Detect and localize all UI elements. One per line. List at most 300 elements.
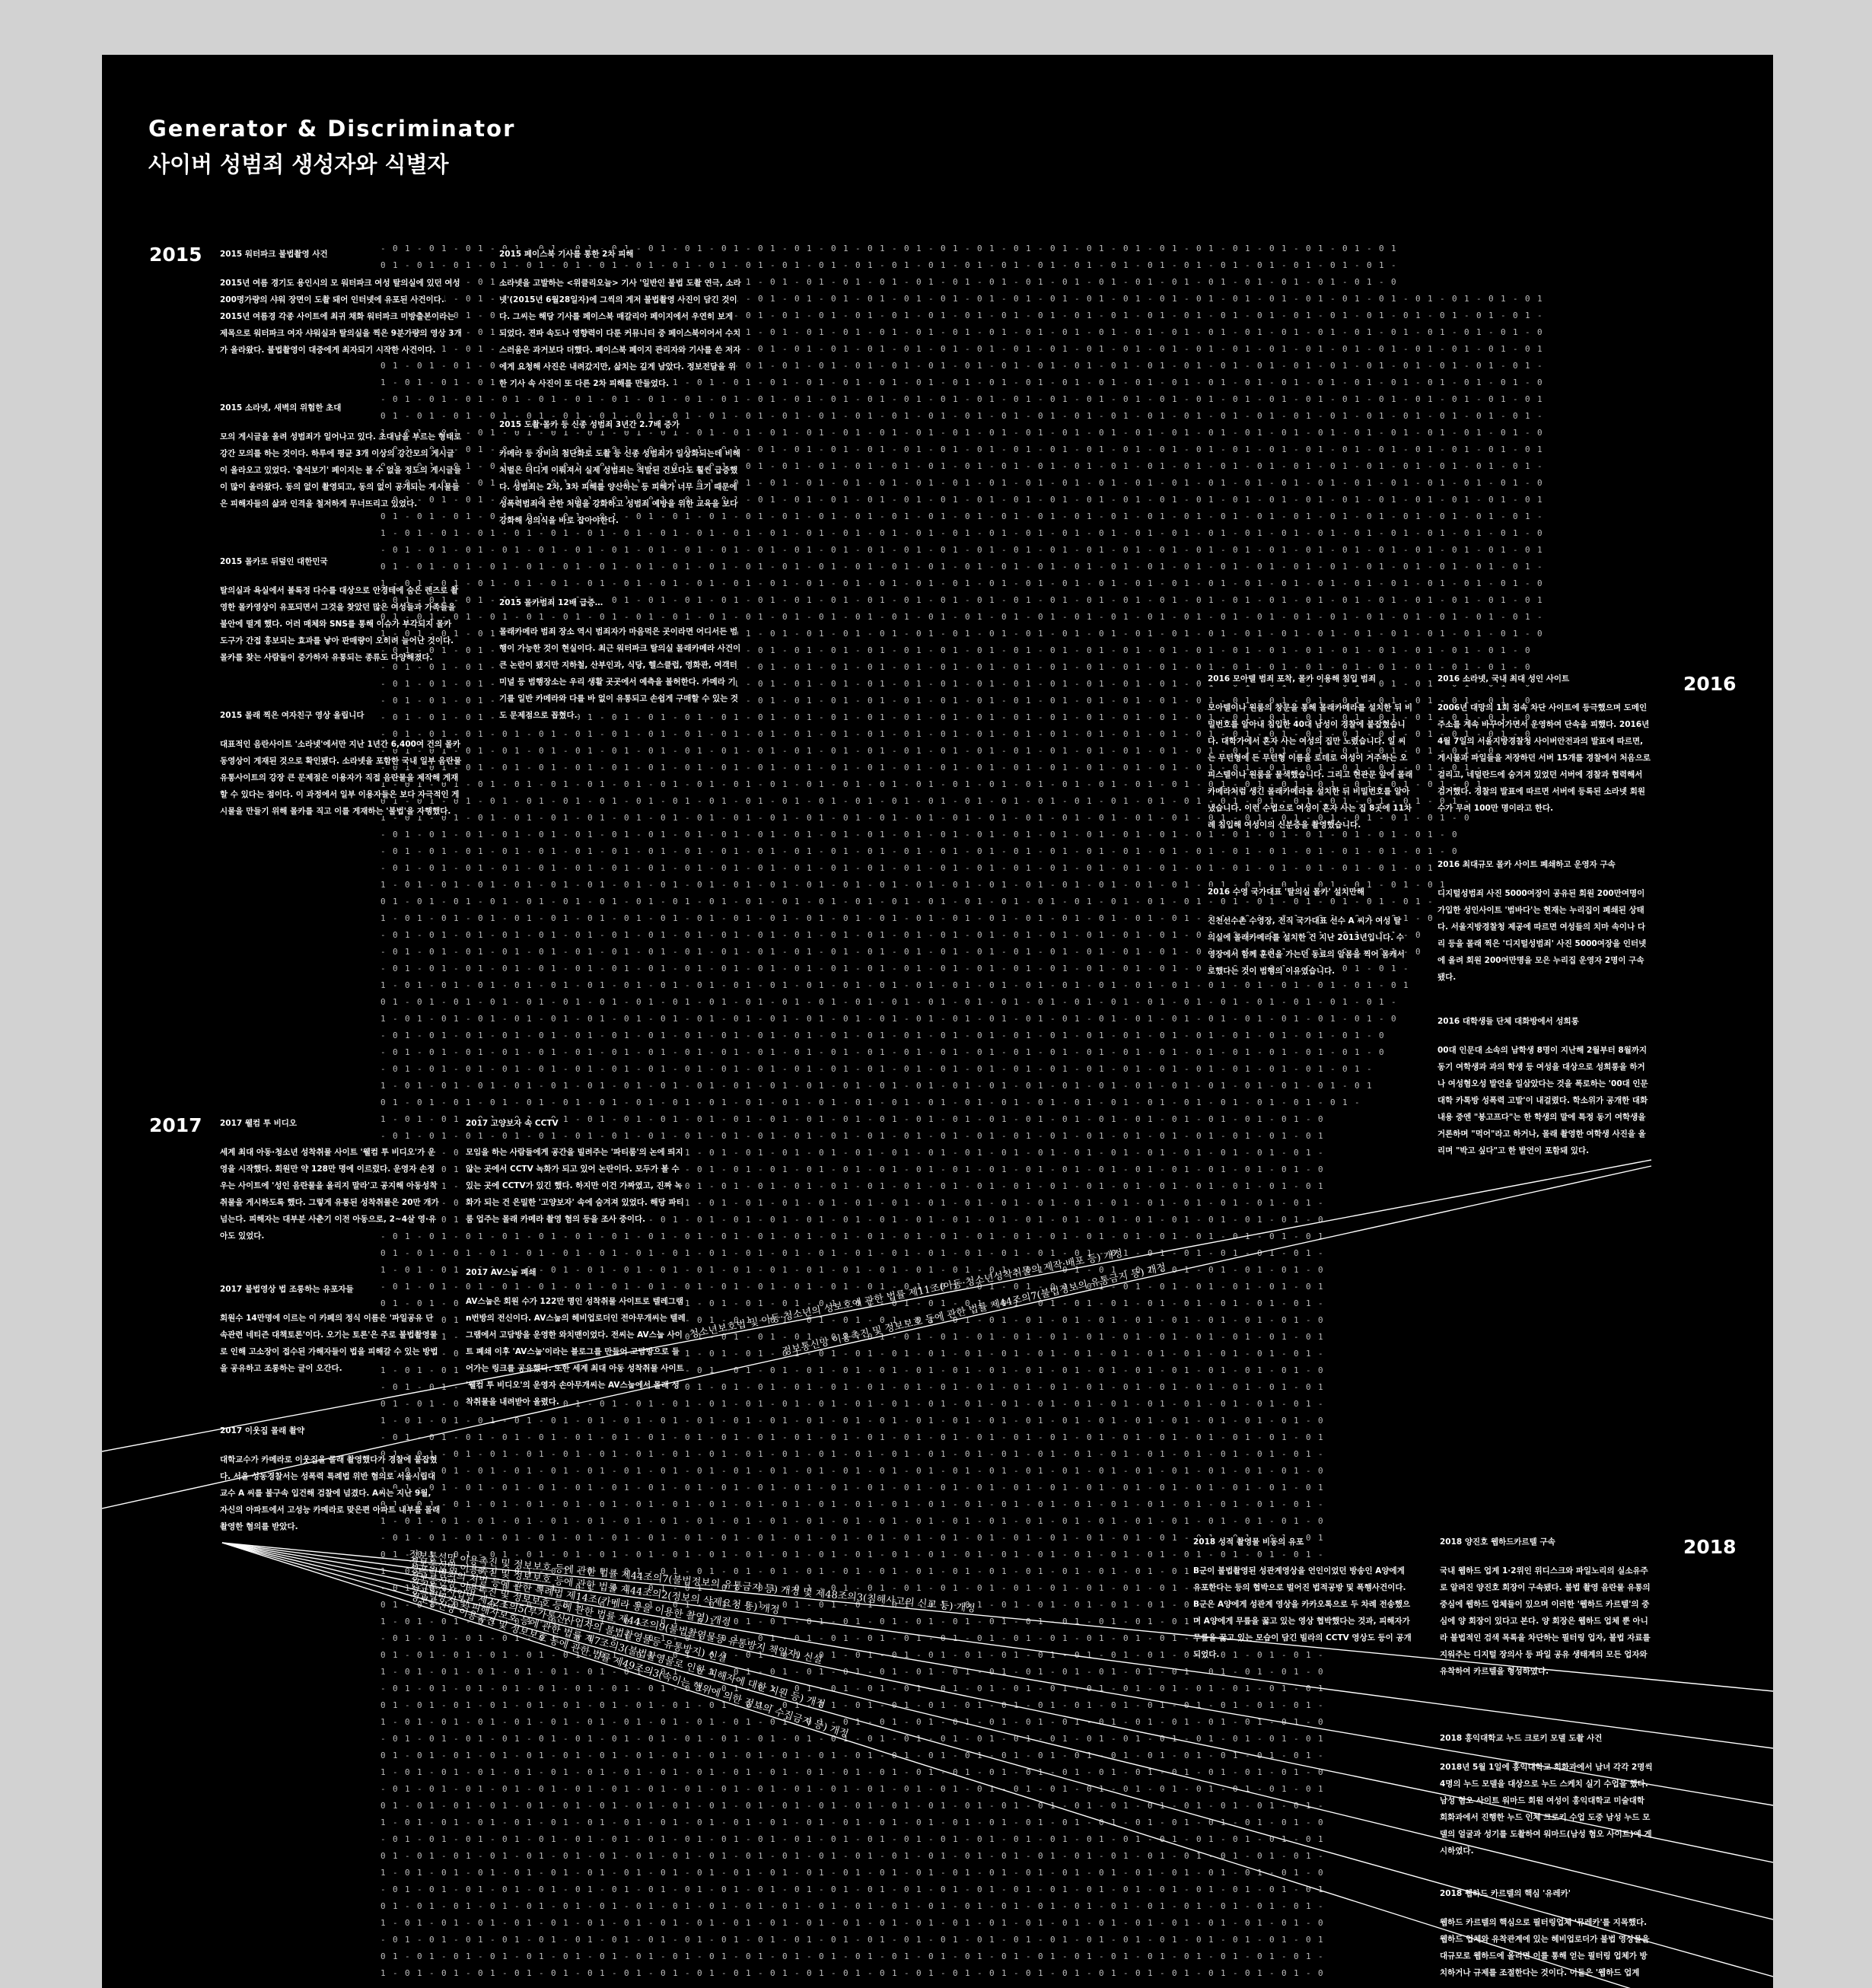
pattern-glyph: 0 <box>539 964 544 973</box>
pattern-glyph: 0 <box>1452 763 1457 773</box>
pattern-glyph: - <box>441 897 447 906</box>
pattern-glyph: 0 <box>1294 562 1299 572</box>
pattern-glyph: - <box>782 294 788 304</box>
pattern-glyph: 0 <box>1172 980 1177 990</box>
pattern-glyph: 0 <box>417 1098 422 1107</box>
pattern-glyph: 0 <box>417 562 422 572</box>
pattern-glyph: 0 <box>794 344 800 354</box>
pattern-glyph: - <box>1415 528 1421 538</box>
pattern-glyph: - <box>977 1014 982 1024</box>
pattern-glyph: 1 <box>514 930 520 940</box>
pattern-glyph: - <box>1221 294 1226 304</box>
pattern-glyph: 1 <box>941 796 946 806</box>
pattern-glyph: 0 <box>941 846 946 856</box>
pattern-glyph: 0 <box>1050 1031 1055 1040</box>
pattern-glyph: 0 <box>1525 394 1530 404</box>
pattern-glyph: 1 <box>1026 763 1031 773</box>
pattern-glyph: - <box>1428 562 1433 572</box>
pattern-glyph: 1 <box>1281 1047 1287 1057</box>
pattern-glyph: 0 <box>965 260 970 270</box>
pattern-glyph: 0 <box>831 830 836 839</box>
pattern-glyph: 0 <box>989 378 995 387</box>
pattern-glyph: 0 <box>758 344 763 354</box>
pattern-glyph: 0 <box>868 662 873 672</box>
pattern-glyph: 1 <box>916 712 922 722</box>
pattern-glyph: - <box>1172 361 1177 371</box>
pattern-glyph: 0 <box>1014 729 1019 739</box>
pattern-glyph: 0 <box>624 1014 629 1024</box>
pattern-glyph: - <box>1099 461 1104 471</box>
pattern-glyph: 0 <box>624 779 629 789</box>
pattern-glyph: - <box>1440 696 1445 706</box>
pattern-glyph: 0 <box>782 361 788 371</box>
pattern-glyph: 1 <box>466 411 471 421</box>
pattern-glyph: 1 <box>1306 260 1311 270</box>
pattern-glyph: 1 <box>1221 1114 1226 1124</box>
pattern-glyph: 1 <box>1208 763 1214 773</box>
pattern-glyph: 1 <box>807 444 812 454</box>
pattern-glyph: 1 <box>1026 964 1031 973</box>
pattern-glyph: 1 <box>636 980 642 990</box>
pattern-glyph: 0 <box>1026 277 1031 287</box>
pattern-glyph: 0 <box>1281 813 1287 823</box>
pattern-glyph: 0 <box>575 729 581 739</box>
pattern-glyph: 0 <box>1038 562 1043 572</box>
pattern-glyph: - <box>1074 545 1080 555</box>
pattern-glyph: - <box>1367 746 1372 756</box>
pattern-glyph: - <box>1452 528 1457 538</box>
pattern-glyph: - <box>1428 361 1433 371</box>
pattern-glyph: - <box>1440 495 1445 505</box>
pattern-glyph: 0 <box>880 813 885 823</box>
pattern-glyph: - <box>551 562 556 572</box>
pattern-glyph: 1 <box>697 1064 702 1074</box>
pattern-glyph: 0 <box>1014 1131 1019 1141</box>
pattern-glyph: 0 <box>831 1064 836 1074</box>
pattern-glyph: 1 <box>746 779 751 789</box>
pattern-glyph: 0 <box>1026 779 1031 789</box>
pattern-glyph: - <box>661 511 666 521</box>
pattern-glyph: - <box>551 260 556 270</box>
pattern-glyph: 1 <box>1245 1064 1250 1074</box>
pattern-glyph: - <box>770 361 775 371</box>
pattern-glyph: - <box>1062 411 1068 421</box>
pattern-glyph: 1 <box>1111 913 1116 923</box>
pattern-glyph: 0 <box>1172 913 1177 923</box>
pattern-glyph: 1 <box>563 779 568 789</box>
pattern-glyph: 1 <box>855 1081 861 1091</box>
pattern-glyph: 0 <box>478 629 483 639</box>
pattern-glyph: 1 <box>1355 830 1360 839</box>
pattern-glyph: 0 <box>454 997 459 1007</box>
pattern-glyph: 0 <box>1537 428 1542 438</box>
pattern-glyph: - <box>1367 729 1372 739</box>
pattern-glyph: 1 <box>1501 645 1506 655</box>
pattern-glyph: - <box>1257 729 1262 739</box>
pattern-glyph: 1 <box>1245 394 1250 404</box>
pattern-glyph: 0 <box>953 578 958 588</box>
pattern-glyph: - <box>782 930 788 940</box>
pattern-glyph: 1 <box>636 1114 642 1124</box>
pattern-glyph: 1 <box>941 1148 946 1158</box>
pattern-glyph: - <box>587 796 593 806</box>
pattern-glyph: 1 <box>697 712 702 722</box>
pattern-glyph: - <box>1160 1081 1165 1091</box>
pattern-glyph: 0 <box>953 913 958 923</box>
pattern-glyph: 1 <box>916 662 922 672</box>
pattern-glyph: 0 <box>904 495 909 505</box>
pattern-glyph: - <box>1221 645 1226 655</box>
pattern-glyph: - <box>1014 327 1019 337</box>
pattern-glyph: - <box>1111 964 1116 973</box>
pattern-glyph: 0 <box>429 729 435 739</box>
pattern-glyph: - <box>1050 428 1055 438</box>
pattern-glyph: 0 <box>1099 779 1104 789</box>
pattern-glyph: 1 <box>904 311 909 320</box>
pattern-glyph: 0 <box>1513 612 1518 622</box>
pattern-glyph: 0 <box>1245 880 1250 890</box>
pattern-glyph: 1 <box>697 846 702 856</box>
pattern-glyph: - <box>965 595 970 605</box>
pattern-glyph: 1 <box>770 394 775 404</box>
pattern-glyph: 0 <box>1245 528 1250 538</box>
pattern-glyph: 1 <box>1440 813 1445 823</box>
pattern-glyph: 1 <box>405 244 410 253</box>
pattern-glyph: 0 <box>527 612 532 622</box>
pattern-glyph: 0 <box>1074 997 1080 1007</box>
pattern-glyph: 0 <box>1330 461 1336 471</box>
pattern-glyph: 1 <box>1050 562 1055 572</box>
pattern-glyph: 0 <box>673 612 678 622</box>
pattern-glyph: 0 <box>1537 578 1542 588</box>
pattern-glyph: 1 <box>1342 997 1348 1007</box>
pattern-glyph: - <box>1111 545 1116 555</box>
pattern-glyph: - <box>1014 378 1019 387</box>
pattern-glyph: 1 <box>880 645 885 655</box>
pattern-glyph: 1 <box>1099 662 1104 672</box>
pattern-glyph: 0 <box>478 880 483 890</box>
pattern-glyph: - <box>965 394 970 404</box>
pattern-glyph: 1 <box>1135 846 1141 856</box>
pattern-glyph: 0 <box>1026 378 1031 387</box>
pattern-glyph: 0 <box>405 1014 410 1024</box>
pattern-glyph: 1 <box>1428 545 1433 555</box>
pattern-glyph: 1 <box>1330 980 1336 990</box>
pattern-glyph: 0 <box>1111 260 1116 270</box>
pattern-glyph: 0 <box>868 712 873 722</box>
pattern-glyph: 0 <box>697 980 702 990</box>
pattern-glyph: 1 <box>1342 461 1348 471</box>
pattern-glyph: - <box>855 595 861 605</box>
pattern-glyph: 1 <box>1391 863 1396 873</box>
pattern-glyph: 1 <box>770 729 775 739</box>
pattern-glyph: 1 <box>1221 880 1226 890</box>
pattern-glyph: - <box>1087 378 1092 387</box>
pattern-glyph: 0 <box>429 545 435 555</box>
pattern-glyph: 0 <box>831 1131 836 1141</box>
pattern-glyph: 0 <box>661 528 666 538</box>
pattern-glyph: 1 <box>965 779 970 789</box>
pattern-glyph: 0 <box>575 746 581 756</box>
pattern-glyph: - <box>928 495 934 505</box>
pattern-glyph: 0 <box>1403 361 1409 371</box>
pattern-glyph: - <box>1245 511 1250 521</box>
pattern-glyph: 0 <box>1050 712 1055 722</box>
pattern-glyph: - <box>819 1064 824 1074</box>
pattern-glyph: - <box>1269 1014 1275 1024</box>
pattern-glyph: - <box>1379 578 1384 588</box>
pattern-glyph: - <box>636 244 642 253</box>
pattern-glyph: 1 <box>1074 779 1080 789</box>
pattern-glyph: - <box>1026 260 1031 270</box>
pattern-glyph: 0 <box>1087 294 1092 304</box>
pattern-glyph: 1 <box>648 796 654 806</box>
pattern-glyph: - <box>807 897 812 906</box>
pattern-glyph: - <box>1208 796 1214 806</box>
pattern-glyph: 0 <box>466 394 471 404</box>
pattern-glyph: - <box>612 578 617 588</box>
pattern-glyph: 1 <box>928 980 934 990</box>
pattern-glyph: 0 <box>1123 964 1129 973</box>
pattern-glyph: 0 <box>1123 846 1129 856</box>
pattern-glyph: 0 <box>977 964 982 973</box>
pattern-glyph: 0 <box>1160 444 1165 454</box>
pattern-glyph: - <box>1038 1131 1043 1141</box>
pattern-glyph: - <box>1026 897 1031 906</box>
pattern-glyph: 0 <box>1233 444 1238 454</box>
pattern-glyph: - <box>1403 729 1409 739</box>
pattern-glyph: 0 <box>1111 511 1116 521</box>
pattern-glyph: - <box>527 863 532 873</box>
pattern-glyph: 0 <box>989 428 995 438</box>
pattern-glyph: 1 <box>1184 327 1189 337</box>
pattern-glyph: 0 <box>1184 411 1189 421</box>
pattern-glyph: 1 <box>916 696 922 706</box>
pattern-glyph: 0 <box>1367 461 1372 471</box>
pattern-glyph: 0 <box>1537 478 1542 488</box>
pattern-glyph: - <box>904 629 909 639</box>
pattern-glyph: 1 <box>1403 327 1409 337</box>
pattern-glyph: - <box>612 980 617 990</box>
pattern-glyph: 1 <box>782 913 788 923</box>
pattern-glyph: - <box>1269 578 1275 588</box>
pattern-glyph: 1 <box>880 1131 885 1141</box>
pattern-glyph: - <box>539 1014 544 1024</box>
pattern-glyph: 1 <box>989 763 995 773</box>
pattern-glyph: - <box>904 478 909 488</box>
pattern-glyph: 0 <box>1123 1064 1129 1074</box>
pattern-glyph: 0 <box>1087 444 1092 454</box>
pattern-glyph: 0 <box>417 796 422 806</box>
pattern-glyph: - <box>1196 880 1202 890</box>
pattern-glyph: 1 <box>1062 830 1068 839</box>
pattern-glyph: 1 <box>1208 394 1214 404</box>
pattern-glyph: - <box>1001 863 1007 873</box>
pattern-glyph: 1 <box>953 830 958 839</box>
pattern-glyph: - <box>429 528 435 538</box>
pattern-glyph: 1 <box>1074 1014 1080 1024</box>
pattern-glyph: 1 <box>1294 779 1299 789</box>
pattern-glyph: 0 <box>1087 244 1092 253</box>
pattern-glyph: 1 <box>868 511 873 521</box>
pattern-glyph: 0 <box>1355 813 1360 823</box>
pattern-glyph: 1 <box>1428 595 1433 605</box>
pattern-glyph: - <box>1135 361 1141 371</box>
pattern-glyph: 0 <box>587 813 593 823</box>
pattern-glyph: 1 <box>454 578 459 588</box>
pattern-glyph: - <box>1196 1114 1202 1124</box>
pattern-glyph: 1 <box>1464 763 1469 773</box>
pattern-glyph: - <box>1379 277 1384 287</box>
pattern-glyph: - <box>1160 528 1165 538</box>
pattern-glyph: - <box>454 1064 459 1074</box>
pattern-glyph: 0 <box>807 813 812 823</box>
pattern-glyph: - <box>454 394 459 404</box>
pattern-glyph: - <box>794 327 800 337</box>
pattern-glyph: 1 <box>587 830 593 839</box>
pattern-glyph: 1 <box>770 696 775 706</box>
pattern-glyph: - <box>965 930 970 940</box>
pattern-glyph: 1 <box>1099 545 1104 555</box>
pattern-glyph: 0 <box>1135 327 1141 337</box>
pattern-glyph: - <box>514 796 520 806</box>
pattern-glyph: 1 <box>1172 294 1177 304</box>
pattern-glyph: - <box>1537 411 1542 421</box>
pattern-glyph: 0 <box>661 813 666 823</box>
pattern-glyph: 0 <box>1160 1031 1165 1040</box>
pattern-glyph: - <box>1367 495 1372 505</box>
pattern-glyph: - <box>1306 1114 1311 1124</box>
pattern-glyph: - <box>685 980 690 990</box>
pattern-glyph: 0 <box>1355 779 1360 789</box>
pattern-glyph: 0 <box>746 612 751 622</box>
pattern-glyph: 0 <box>807 1081 812 1091</box>
pattern-glyph: 1 <box>880 344 885 354</box>
pattern-glyph: - <box>916 796 922 806</box>
pattern-glyph: 0 <box>1148 461 1153 471</box>
pattern-glyph: 0 <box>624 913 629 923</box>
pattern-glyph: 1 <box>843 244 848 253</box>
pattern-glyph: 0 <box>831 763 836 773</box>
pattern-glyph: 1 <box>1269 796 1275 806</box>
pattern-glyph: 0 <box>807 913 812 923</box>
pattern-glyph: 1 <box>1403 880 1409 890</box>
pattern-glyph: 1 <box>892 578 897 588</box>
pattern-glyph: 1 <box>989 1064 995 1074</box>
pattern-glyph: 1 <box>855 528 861 538</box>
pattern-glyph: - <box>1160 428 1165 438</box>
pattern-glyph: - <box>502 980 508 990</box>
pattern-glyph: 0 <box>868 763 873 773</box>
pattern-glyph: 1 <box>855 327 861 337</box>
pattern-glyph: 0 <box>636 562 642 572</box>
pattern-glyph: 1 <box>1257 327 1262 337</box>
pattern-glyph: 1 <box>782 378 788 387</box>
pattern-glyph: 1 <box>1196 260 1202 270</box>
pattern-glyph: - <box>624 612 629 622</box>
pattern-glyph: - <box>685 578 690 588</box>
pattern-glyph: - <box>1233 813 1238 823</box>
pattern-glyph: 0 <box>466 1131 471 1141</box>
pattern-glyph: 1 <box>989 1131 995 1141</box>
pattern-glyph: 1 <box>1488 361 1494 371</box>
pattern-glyph: 1 <box>709 578 715 588</box>
pattern-glyph: 1 <box>843 830 848 839</box>
pattern-glyph: - <box>758 880 763 890</box>
pattern-glyph: - <box>587 562 593 572</box>
pattern-glyph: 0 <box>1355 578 1360 588</box>
pattern-glyph: 0 <box>843 1014 848 1024</box>
pattern-glyph: - <box>721 813 727 823</box>
pattern-glyph: 0 <box>648 746 654 756</box>
pattern-glyph: - <box>1403 344 1409 354</box>
pattern-glyph: - <box>380 712 386 722</box>
pattern-glyph: - <box>831 779 836 789</box>
pattern-glyph: 0 <box>1026 478 1031 488</box>
pattern-glyph: - <box>417 645 422 655</box>
pattern-glyph: - <box>782 830 788 839</box>
pattern-glyph: 1 <box>1001 1081 1007 1091</box>
pattern-glyph: 1 <box>1123 260 1129 270</box>
pattern-glyph: 1 <box>941 897 946 906</box>
pattern-glyph: 1 <box>1391 444 1396 454</box>
pattern-glyph: 0 <box>1196 444 1202 454</box>
pattern-glyph: 0 <box>405 578 410 588</box>
pattern-glyph: - <box>1428 461 1433 471</box>
pattern-glyph: 1 <box>989 294 995 304</box>
pattern-glyph: - <box>1074 1131 1080 1141</box>
pattern-glyph: - <box>1342 1081 1348 1091</box>
pattern-glyph: 1 <box>1428 444 1433 454</box>
pattern-glyph: 1 <box>794 562 800 572</box>
pattern-glyph: 0 <box>1330 997 1336 1007</box>
pattern-glyph: - <box>807 997 812 1007</box>
pattern-glyph: 0 <box>1099 478 1104 488</box>
pattern-glyph: - <box>1488 428 1494 438</box>
pattern-glyph: 0 <box>904 545 909 555</box>
pattern-glyph: 1 <box>807 947 812 957</box>
pattern-glyph: - <box>953 1148 958 1158</box>
pattern-glyph: 1 <box>1391 595 1396 605</box>
pattern-glyph: - <box>1038 1031 1043 1040</box>
pattern-glyph: - <box>1062 897 1068 906</box>
pattern-glyph: - <box>855 729 861 739</box>
pattern-glyph: 1 <box>441 495 447 505</box>
pattern-glyph: 1 <box>1330 378 1336 387</box>
pattern-glyph: 1 <box>1452 511 1457 521</box>
pattern-glyph: 0 <box>1269 846 1275 856</box>
pattern-glyph: - <box>1160 478 1165 488</box>
pattern-glyph: - <box>1148 830 1153 839</box>
pattern-glyph: - <box>892 746 897 756</box>
pattern-glyph: - <box>490 712 495 722</box>
pattern-glyph: 1 <box>782 478 788 488</box>
pattern-glyph: 1 <box>1525 361 1530 371</box>
pattern-glyph: 0 <box>393 1047 398 1057</box>
pattern-glyph: - <box>1306 378 1311 387</box>
pattern-glyph: - <box>673 729 678 739</box>
pattern-glyph: 0 <box>1281 1081 1287 1091</box>
pattern-glyph: - <box>1294 696 1299 706</box>
pattern-glyph: 1 <box>1160 562 1165 572</box>
pattern-glyph: 1 <box>1428 344 1433 354</box>
pattern-glyph: - <box>855 294 861 304</box>
pattern-glyph: - <box>977 1114 982 1124</box>
pattern-glyph: - <box>1306 327 1311 337</box>
pattern-glyph: 1 <box>1330 880 1336 890</box>
pattern-glyph: 1 <box>1330 277 1336 287</box>
pattern-glyph: 0 <box>1257 897 1262 906</box>
